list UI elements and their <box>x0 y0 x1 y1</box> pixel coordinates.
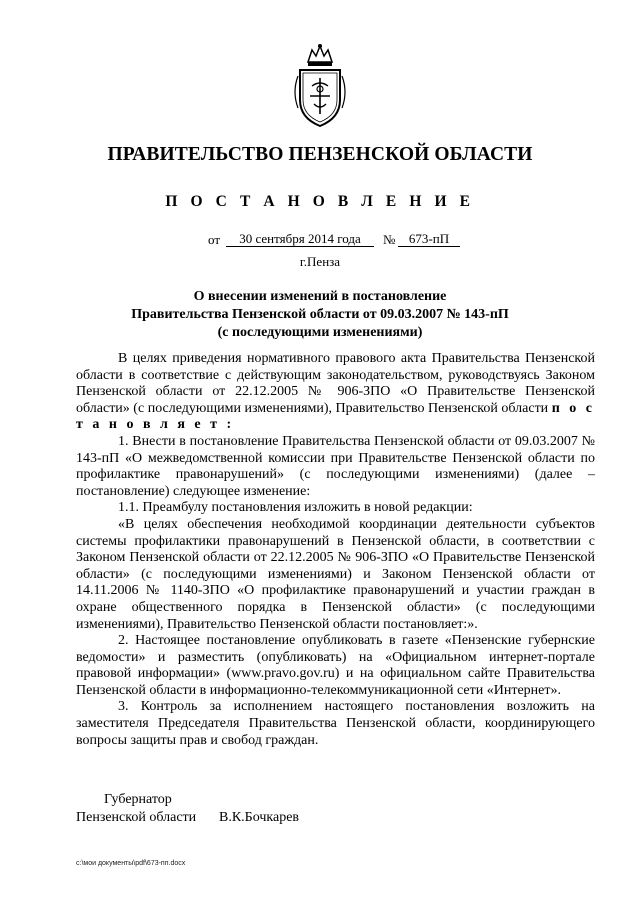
paragraph-item-1-1: 1.1. Преамбулу постановления изложить в новой редакции: <box>118 500 473 516</box>
decree-word: п о с т а н о в л я е т : <box>76 400 596 433</box>
coat-of-arms-emblem <box>290 42 350 132</box>
paragraph-preamble <box>76 351 595 434</box>
signatory-position: Губернатор <box>104 792 172 807</box>
document-date: 30 сентября 2014 года <box>226 232 374 247</box>
signatory-name: В.К.Бочкарев <box>219 810 300 825</box>
paragraph-item-1: 1. Внести в постановление Правительства Пензенской области от 09.03.2007 № 143-пП «О межведомственной комиссии при Правительстве Пензенской области по профилактике правонарушений» (с последующими изменениями) (далее – постановление) следующее изменение: <box>76 433 595 499</box>
number-prefix: № <box>383 232 396 247</box>
paragraph-item-3: 3. Контроль за исполнением настоящего постановления возложить на заместителя Председателя Правительства Пензенской области, координирующего вопросы защиты прав и свобод граждан. <box>76 699 595 748</box>
signatory-region: Пензенской области <box>76 810 197 825</box>
date-prefix: от <box>208 232 221 247</box>
document-subject <box>0 288 640 342</box>
document-number: 673-пП <box>398 232 460 247</box>
document-type: П О С Т А Н О В Л Е Н И Е <box>165 193 475 210</box>
city: г.Пенза <box>299 254 341 269</box>
subject-line: Правительства Пензенской области от 09.03.2007 № 143-пП <box>131 307 509 322</box>
paragraph-new-preamble: «В целях обеспечения необходимой координации деятельности субъектов системы профилактики правонарушений в Пензенской области, в соответствии с Законом Пензенской области от 22.12.2005 № 906-ЗПО «О Правительстве Пензенской области» (с последующими изменениями) и Законом Пензенской области от 14.11.2006 № 1140-ЗПО «О профилактике правонарушений и участии граждан в охране общественного порядка в Пензенской области» (с последующими изменениями), Правительство Пензенской области постановляет:». <box>76 516 595 632</box>
government-title: ПРАВИТЕЛЬСТВО ПЕНЗЕНСКОЙ ОБЛАСТИ <box>107 144 533 165</box>
paragraph-item-2: 2. Настоящее постановление опубликовать в газете «Пензенские губернские ведомости» и разместить (опубликовать) на «Официальном интернет-портале правовой информации» (www.pravo.gov.ru) и на официальном сайте Правительства Пензенской области в информационно-телекоммуникационной сети «Интернет». <box>76 633 595 698</box>
date-line <box>0 232 640 250</box>
document-body <box>76 351 595 749</box>
preamble-text: В целях приведения нормативного правового акта Правительства Пензенской области в соответствие с действующим законодательством, руководствуясь Законом Пензенской области от 22.12.2005 № 906-ЗПО «О Правительстве Пензенской области» (с последующими изменениями), Правительство Пензенской области <box>76 351 595 416</box>
subject-line: (с последующими изменениями) <box>217 325 423 340</box>
subject-line: О внесении изменений в постановление <box>193 289 447 304</box>
file-path-footer: c:\мои документы\pdf\673-пп.docx <box>76 860 186 867</box>
